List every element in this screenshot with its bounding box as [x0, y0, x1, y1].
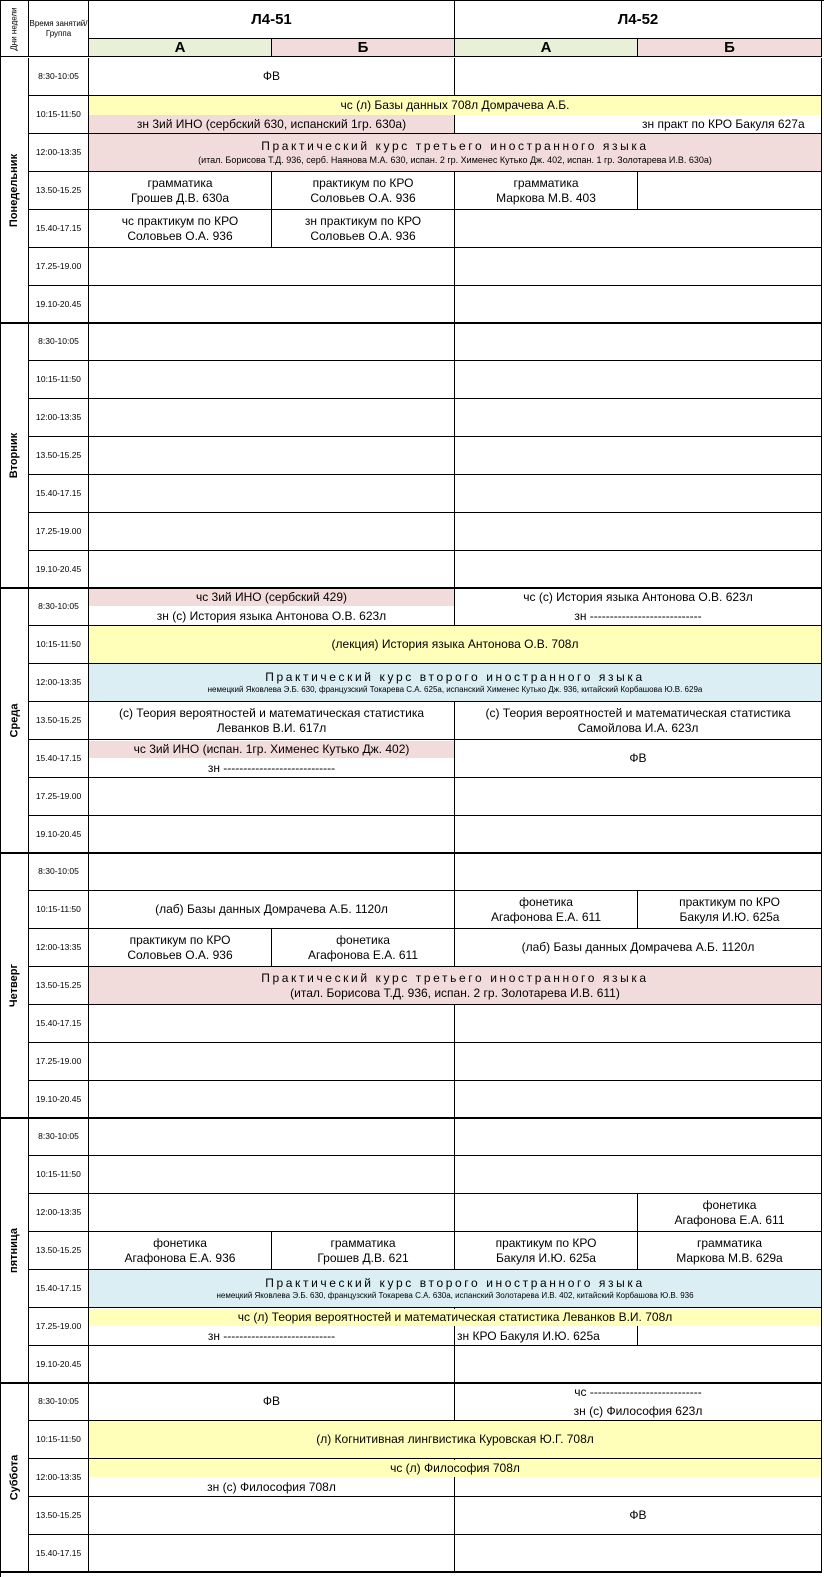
lesson-text: фонетика [519, 894, 573, 909]
time-text: 10:15-11:50 [36, 1434, 81, 1444]
lesson-cell [638, 891, 822, 929]
day-label [1, 58, 29, 324]
empty-cell [89, 1497, 455, 1535]
time-text: 12:00-13:35 [35, 147, 82, 157]
empty-cell [455, 210, 822, 248]
lesson-strip [455, 589, 821, 606]
time-text: 13.50-15.25 [35, 185, 82, 195]
time-text: 13.50-15.25 [35, 1510, 82, 1520]
lesson-text: зн ---------------------------- [574, 608, 702, 623]
time-text: 19.10-20.45 [35, 1093, 82, 1104]
lesson-text: чс практикум по КРО [121, 213, 239, 228]
lesson-cell [638, 1194, 822, 1232]
lesson-strip [89, 1478, 454, 1496]
empty-cell [455, 778, 822, 816]
time-slot [29, 778, 89, 816]
lesson-subtitle: (итал. Борисова Т.Д. 936, серб. Наянова М.А. 630, испан. 2 гр. Хименес Кутько Дж. 402, испан. 1 гр. Золотарева И.В. 630а) [198, 155, 712, 165]
time-text: 17.25-19.00 [35, 791, 82, 801]
lesson-text: (лаб) Базы данных Домрачева А.Б. 1120л [155, 902, 388, 916]
lesson-text: Маркова М.В. 403 [496, 190, 596, 205]
lesson-cell [455, 740, 822, 778]
time-slot [29, 1194, 89, 1232]
time-text: 13.50-15.25 [35, 980, 82, 990]
day-label [1, 853, 29, 1119]
time-text: 15.40-17.15 [35, 1283, 82, 1293]
lesson-strip [89, 589, 454, 606]
lesson-text: ФВ [262, 69, 281, 83]
lesson-text: грамматика [147, 175, 213, 190]
empty-cell [455, 58, 822, 96]
empty-cell [455, 1043, 822, 1081]
time-slot [29, 1232, 89, 1270]
day-name: Вторник [8, 432, 20, 478]
lesson-text: чс (с) История языка Антонова О.В. 623л [523, 590, 753, 604]
time-slot [29, 702, 89, 740]
lesson-strip [89, 1327, 454, 1345]
lesson-text: грамматика [513, 175, 579, 190]
lesson-text: Агафонова Е.А. 611 [307, 947, 419, 962]
lesson-text: грамматика [330, 1235, 396, 1250]
lesson-text: Агафонова Е.А. 611 [490, 909, 602, 924]
lesson-text: практикум по КРО [129, 932, 231, 947]
time-text: 8:30-10:05 [38, 866, 79, 876]
empty-cell [455, 399, 822, 437]
group-header-l4-51 [89, 1, 455, 39]
time-text: 19.10-20.45 [35, 563, 82, 574]
day-name: Суббота [8, 1454, 21, 1500]
time-text: 10:15-11:50 [36, 109, 81, 119]
time-slot [29, 740, 89, 778]
day-name: Четверг [8, 963, 20, 1007]
lesson-cell [455, 1326, 638, 1346]
lesson-title: Практический курс второго иностранного языка [265, 1276, 645, 1290]
lesson-subtitle: немецкий Яковлева Э.Б. 630, французский Токарева С.А. 625а, испанский Хименес Кутько Дж. 936, китайский Корбашова Ю.В. 629а [207, 685, 703, 694]
time-slot [29, 1535, 89, 1573]
empty-cell [455, 248, 822, 286]
lesson-text: (лаб) Базы данных Домрачева А.Б. 1120л [521, 940, 755, 954]
time-text: 17.25-19.00 [35, 1321, 82, 1331]
lesson-text: чс ---------------------------- [574, 1385, 702, 1399]
time-slot [29, 1459, 89, 1497]
subgroup-header [272, 39, 455, 57]
time-slot [29, 1421, 89, 1459]
time-text: 12:00-13:35 [35, 1207, 82, 1217]
lesson-strip [638, 115, 821, 133]
time-slot [29, 475, 89, 513]
empty-cell [89, 437, 455, 475]
empty-cell [455, 513, 822, 551]
empty-cell [89, 816, 455, 854]
day-name: Понедельник [8, 153, 20, 227]
empty-cell [89, 551, 455, 589]
time-text: 10:15-11:50 [36, 1169, 81, 1179]
empty-cell [455, 1346, 822, 1384]
time-text: 19.10-20.45 [35, 1358, 82, 1369]
time-slot [29, 286, 89, 324]
lesson-text: Агафонова Е.А. 611 [674, 1212, 785, 1227]
time-slot [29, 1270, 89, 1308]
time-slot [29, 248, 89, 286]
lesson-strip [455, 1402, 821, 1420]
time-slot [29, 1005, 89, 1043]
time-text: 17.25-19.00 [35, 526, 82, 536]
empty-cell [455, 1005, 822, 1043]
time-slot [29, 1308, 89, 1346]
day-label [1, 323, 29, 589]
lesson-text: зн (с) Философия 708л [207, 1479, 336, 1494]
lesson-subtitle: немецкий Яковлева Э.Б. 630, французский Токарева С.А. 630а, испанский Золотарева И.В. 402, китайский Корбашова Ю.В. 936 [216, 1291, 694, 1300]
time-text: 8:30-10:05 [38, 601, 79, 611]
time-text: 12:00-13:35 [35, 677, 82, 687]
time-text: 8:30-10:05 [38, 1396, 79, 1406]
time-slot [29, 891, 89, 929]
time-text: 8:30-10:05 [38, 71, 79, 81]
time-slot [29, 1081, 89, 1119]
lesson-text: Соловьев О.А. 936 [310, 228, 416, 243]
lesson-text: практикум по КРО [312, 175, 414, 190]
lesson-title: Практический курс второго иностранного языка [265, 670, 645, 684]
time-text: 15.40-17.15 [35, 1547, 82, 1558]
empty-cell [89, 513, 455, 551]
lesson-title: Практический курс третьего иностранного языка [261, 139, 649, 153]
lesson-strip [89, 741, 454, 758]
lesson-text: Соловьев О.А. 936 [127, 947, 233, 962]
time-slot [29, 1383, 89, 1421]
empty-cell [455, 1081, 822, 1119]
time-slot [29, 588, 89, 626]
time-slot [29, 96, 89, 134]
lesson-text: (с) Теория вероятностей и математическая статистика [118, 705, 425, 720]
lesson-text: Соловьев О.А. 936 [310, 190, 416, 205]
lesson-text: чс (л) Философия 708л [390, 1461, 520, 1475]
lesson-cell [89, 929, 272, 967]
subgroup-header [455, 39, 638, 57]
empty-cell [89, 361, 455, 399]
time-text: 19.10-20.45 [35, 828, 82, 839]
time-slot [29, 1118, 89, 1156]
lesson-text: зн ---------------------------- [207, 1328, 336, 1343]
lesson-cell [89, 172, 272, 210]
time-text: 17.25-19.00 [35, 261, 82, 271]
empty-cell [455, 286, 822, 324]
lesson-cell [89, 664, 822, 702]
lesson-text: зн практ по КРО Бакуля 627а [642, 116, 805, 131]
lesson-text: ФВ [629, 1508, 647, 1522]
group-name: Л4-52 [617, 11, 659, 28]
lesson-text: зн КРО Бакуля И.Ю. 625а [457, 1328, 600, 1343]
time-slot [29, 816, 89, 854]
lesson-text: чс (л) Теория вероятностей и математическая статистика Леванков В.И. 708л [237, 1310, 673, 1324]
lesson-text: (с) Теория вероятностей и математическая статистика [485, 705, 791, 720]
lesson-cell [272, 210, 455, 248]
empty-cell [89, 248, 455, 286]
lesson-title: Практический курс третьего иностранного языка [261, 970, 649, 985]
group-header-l4-52 [455, 1, 822, 39]
empty-cell [455, 323, 822, 361]
lesson-cell [455, 1497, 822, 1535]
time-slot [29, 664, 89, 702]
subgroup-header [638, 39, 822, 57]
lesson-text: зн практикум по КРО [304, 213, 422, 228]
lesson-text: зн ---------------------------- [207, 760, 336, 775]
lesson-text: фонетика [702, 1197, 757, 1212]
lesson-cell [455, 891, 638, 929]
time-text: 15.40-17.15 [35, 753, 82, 763]
time-text: 15.40-17.15 [35, 488, 82, 498]
lesson-text: чс 3ий ИНО (сербский 429) [195, 590, 348, 604]
time-text: 10:15-11:50 [36, 639, 81, 649]
time-text: 10:15-11:50 [36, 374, 81, 384]
empty-cell [638, 1326, 822, 1346]
subgroup-header [89, 39, 272, 57]
empty-cell [89, 1535, 455, 1573]
lesson-cell [272, 929, 455, 967]
empty-cell [89, 1346, 455, 1384]
lesson-text: чс 3ий ИНО (испан. 1гр. Хименес Кутько Дж. 402) [133, 742, 410, 756]
time-slot [29, 58, 89, 96]
empty-cell [455, 853, 822, 891]
lesson-cell [89, 891, 455, 929]
empty-cell [455, 1194, 638, 1232]
time-text: 13.50-15.25 [35, 715, 82, 725]
empty-cell [455, 816, 822, 854]
empty-cell [455, 551, 822, 589]
lesson-text: зн (с) История языка Антонова О.В. 623л [156, 608, 387, 623]
time-text: 13.50-15.25 [35, 1245, 82, 1255]
subgroup-name: Б [724, 39, 735, 56]
lesson-cell [638, 1232, 822, 1270]
time-text: 12:00-13:35 [35, 1472, 82, 1482]
lesson-strip [89, 607, 454, 625]
time-slot [29, 399, 89, 437]
empty-cell [455, 361, 822, 399]
empty-cell [638, 172, 822, 210]
lesson-text: практикум по КРО [495, 1235, 597, 1250]
lesson-text: чс (л) Базы данных 708л Домрачева А.Б. [340, 98, 570, 112]
lesson-text: Грошев Д.В. 621 [317, 1250, 409, 1265]
time-text: 10:15-11:50 [36, 904, 81, 914]
day-name: Среда [8, 703, 21, 737]
time-text: 13.50-15.25 [35, 450, 82, 460]
lesson-text: Леванков В.И. 617л [216, 720, 327, 735]
lesson-cell [455, 702, 822, 740]
time-slot [29, 1497, 89, 1535]
empty-cell [89, 1194, 455, 1232]
empty-cell [89, 323, 455, 361]
time-slot [29, 210, 89, 248]
time-text: 15.40-17.15 [35, 223, 82, 233]
time-slot [29, 134, 89, 172]
empty-cell [89, 286, 455, 324]
time-slot [29, 1156, 89, 1194]
lesson-text: фонетика [336, 932, 390, 947]
lesson-text: Соловьев О.А. 936 [127, 228, 233, 243]
time-group-header [29, 1, 89, 57]
lesson-cell [455, 1232, 638, 1270]
time-text: 19.10-20.45 [35, 298, 82, 309]
days-header-text: Дни недели [9, 6, 19, 51]
time-slot [29, 853, 89, 891]
empty-cell [89, 1043, 455, 1081]
lesson-cell [272, 1232, 455, 1270]
empty-cell [455, 475, 822, 513]
time-text: 8:30-10:05 [38, 336, 79, 346]
lesson-text: ФВ [262, 1394, 281, 1408]
lesson-cell [89, 1421, 822, 1459]
lesson-cell [455, 929, 822, 967]
time-text: 8:30-10:05 [38, 1131, 79, 1141]
lesson-cell [272, 172, 455, 210]
lesson-cell [89, 626, 822, 664]
lesson-text: зн (с) Философия 623л [573, 1403, 703, 1418]
time-slot [29, 1043, 89, 1081]
time-text: 17.25-19.00 [35, 1056, 82, 1066]
empty-cell [89, 1156, 455, 1194]
time-slot [29, 551, 89, 589]
subgroup-name: А [174, 39, 186, 56]
lesson-strip [89, 1309, 821, 1326]
empty-cell [89, 1005, 455, 1043]
time-slot [29, 172, 89, 210]
empty-cell [455, 1118, 822, 1156]
time-slot [29, 323, 89, 361]
lesson-strip [89, 115, 454, 133]
time-slot [29, 929, 89, 967]
lesson-cell [455, 172, 638, 210]
empty-cell [89, 399, 455, 437]
lesson-cell [89, 1232, 272, 1270]
time-text: 12:00-13:35 [35, 942, 82, 952]
lesson-text: грамматика [696, 1235, 763, 1250]
time-slot [29, 513, 89, 551]
lesson-cell [89, 702, 455, 740]
lesson-text: практикум по КРО [679, 894, 780, 909]
lesson-text: Бакуля И.Ю. 625а [679, 909, 780, 924]
lesson-text: Маркова М.В. 629а [676, 1250, 783, 1265]
empty-cell [455, 437, 822, 475]
lesson-cell [89, 1270, 822, 1308]
empty-cell [455, 1535, 822, 1573]
day-name: пятница [8, 1227, 20, 1273]
lesson-strip [89, 1460, 821, 1477]
time-slot [29, 1346, 89, 1384]
lesson-cell [89, 1383, 455, 1421]
empty-cell [89, 853, 455, 891]
lesson-text: Грошев Д.В. 630а [130, 190, 229, 205]
lesson-text: Агафонова Е.А. 936 [124, 1250, 236, 1265]
time-slot [29, 626, 89, 664]
lesson-strip [455, 607, 821, 625]
lesson-text: ФВ [629, 751, 647, 765]
lesson-text: фонетика [153, 1235, 207, 1250]
lesson-text: Бакуля И.Ю. 625а [496, 1250, 596, 1265]
subgroup-name: Б [357, 39, 369, 56]
empty-cell [89, 1118, 455, 1156]
lesson-cell [89, 967, 822, 1005]
lesson-text: Самойлова И.А. 623л [577, 720, 699, 735]
empty-cell [89, 1081, 455, 1119]
day-label [1, 588, 29, 854]
empty-cell [455, 1156, 822, 1194]
empty-cell [89, 475, 455, 513]
empty-cell [89, 778, 455, 816]
time-text: 15.40-17.15 [35, 1018, 82, 1028]
lesson-subtitle: (итал. Борисова Т.Д. 936, испан. 2 гр. Золотарева И.В. 611) [290, 985, 620, 1000]
group-name: Л4-51 [251, 11, 292, 28]
day-label [1, 1118, 29, 1384]
time-slot [29, 437, 89, 475]
time-group-header-text: Время занятий/ Группа [29, 18, 88, 38]
lesson-text: (л) Когнитивная лингвистика Куровская Ю.Г. 708л [316, 1432, 594, 1446]
lesson-cell [89, 210, 272, 248]
lesson-strip [455, 1384, 821, 1401]
lesson-cell [89, 58, 455, 96]
day-label [1, 1383, 29, 1573]
time-text: 12:00-13:35 [35, 412, 82, 422]
lesson-text: (лекция) История языка Антонова О.В. 708л [331, 637, 579, 651]
lesson-strip [89, 759, 454, 777]
time-slot [29, 361, 89, 399]
lesson-text: зн 3ий ИНО (сербский 630, испанский 1гр. 630а) [136, 116, 407, 131]
lesson-cell [89, 134, 822, 172]
time-slot [29, 967, 89, 1005]
days-header [1, 1, 29, 57]
subgroup-name: А [540, 39, 552, 56]
